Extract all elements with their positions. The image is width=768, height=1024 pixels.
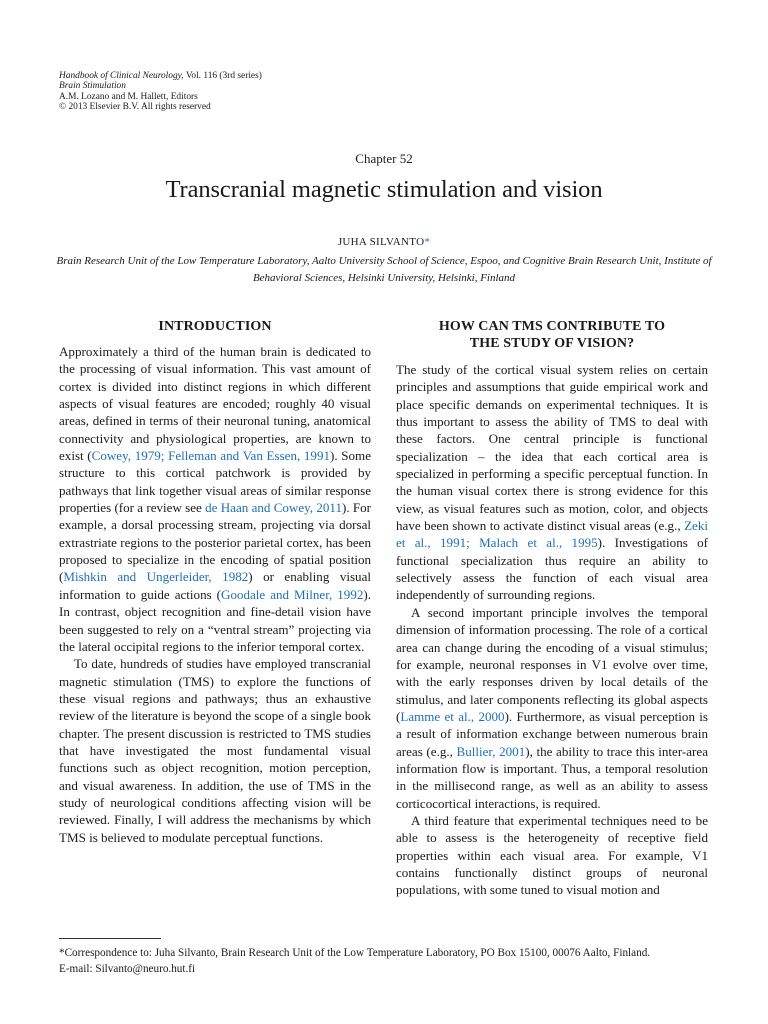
editors: A.M. Lozano and M. Hallett, Editors: [59, 91, 198, 102]
citation-link[interactable]: Goodale and Milner, 1992: [221, 586, 364, 602]
section-paragraph-2: A second important principle involves the temporal dimension of information processing. The role of a cortical area can change during the encoding of a visual stimulus; for example, neuronal responses in V1 evolve over time, with the early responses driven by local details of the stimulus, and later components reflecting its global aspects (Lamme et al., 2000). Furthermore, as visual perception is a result of information exchange between numerous brain areas (e.g., Bullier, 2001), the ability to trace this inter-area information flow is important. Thus, a temporal resolution in the millisecond range, as well as an ability to assess corticocortical interactions, is required.: [396, 604, 708, 811]
book-title: Handbook of Clinical Neurology,: [59, 71, 184, 81]
section-paragraph-1: The study of the cortical visual system relies on certain principles and assumptions that guide empirical work and place specific demands on experimental techniques. It is thus important to assess the ability of TMS to deal with these factors. One central principle is functional specialization – the idea that each cortical area is specialized in performing a specific perceptual function. In the human visual cortex there is strong evidence for this view, as visual features such as motion, color, and objects have been shown to activate distinct visual areas (e.g., Zeki et al., 1991; Malach et al., 1995). Investigations of functional specialization thus require an ability to selectively assess the function of each visual area independently of surrounding regions.: [396, 362, 708, 603]
section-paragraph-3: A third feature that experimental techniques need to be able to assess is the heterogeneity of receptive field properties within each visual area. For example, V1 contains functionally distinct groups of neuronal populations, with some tuned to visual motion and: [396, 812, 708, 898]
right-column: [396, 318, 708, 899]
citation-link[interactable]: Zeki et al., 1991; Malach et al., 1995: [396, 518, 708, 551]
correspondence-mark[interactable]: *: [424, 236, 431, 248]
citation-link[interactable]: Bullier, 2001: [456, 743, 526, 759]
intro-paragraph-1: Approximately a third of the human brain is dedicated to the processing of visual information. This vast amount of cortex is divided into distinct regions in which different aspects of visual features are encoded; roughly 40 visual areas, defined in terms of their neuronal tuning, anatomical connectivity and physiological properties, are known to exist (Cowey, 1979; Felleman and Van Essen, 1991). Some structure to this cortical patchwork is provided by pathways that link together visual areas of similar response properties (for a review see de Haan and Cowey, 2011). For example, a dorsal processing stream, projecting via dorsal extrastriate regions to the posterior parietal cortex, has been proposed to specialize in the encoding of spatial position (Mishkin and Ungerleider, 1982) or enabling visual information to guide actions (Goodale and Milner, 1992). In contrast, object recognition and fine-detail vision have been suggested to rely on a “ventral stream” projecting via the lateral occipital regions to the inferior temporal cortex.: [59, 344, 372, 654]
citation-link[interactable]: Mishkin and Ungerleider, 1982: [63, 569, 249, 585]
book-subtitle: Brain Stimulation: [59, 81, 126, 92]
affiliation: Brain Research Unit of the Low Temperature Laboratory, Aalto University School of Science, Espoo, and Cognitive Brain Research Unit, Institute of Behavioral Sciences, Helsinki University, Helsinki, Finland: [56, 255, 712, 284]
author: [0, 236, 768, 248]
author-name: JUHA SILVANTO: [337, 236, 425, 248]
section-heading-introduction: INTRODUCTION: [158, 319, 272, 334]
citation-link[interactable]: Lamme et al., 2000: [400, 708, 505, 724]
footnote-correspondence: *Correspondence to: Juha Silvanto, Brain Research Unit of the Low Temperature Laboratory, PO Box 15100, 00076 Aalto, Finland.: [59, 947, 651, 959]
footnote-divider: [59, 938, 161, 939]
intro-paragraph-2: To date, hundreds of studies have employed transcranial magnetic stimulation (TMS) to explore the functions of these visual regions and pathways; thus an exhaustive review of the literature is beyond the scope of a single book chapter. The present discussion is restricted to TMS studies that have investigated the most fundamental visual functions such as object recognition, motion perception, and visual awareness. In addition, the use of TMS in the study of neurological conditions affecting vision will be reviewed. Finally, I will address the mechanisms by which TMS is believed to modulate perceptual functions.: [59, 656, 371, 845]
volume-info: Vol. 116 (3rd series): [183, 71, 262, 81]
footnote: [59, 945, 719, 977]
copyright: © 2013 Elsevier B.V. All rights reserved: [59, 102, 211, 113]
section-heading-tms-vision: HOW CAN TMS CONTRIBUTE TO THE STUDY OF VISION?: [438, 319, 666, 351]
left-column: [59, 318, 371, 846]
citation-link[interactable]: de Haan and Cowey, 2011: [205, 500, 342, 516]
chapter-number: Chapter 52: [355, 151, 413, 166]
page-title: Transcranial magnetic stimulation and vision: [165, 176, 603, 203]
running-header: [59, 71, 262, 113]
citation-link[interactable]: Cowey, 1979; Felleman and Van Essen, 1991: [91, 448, 330, 464]
footnote-email: E-mail: Silvanto@neuro.hut.fi: [59, 963, 196, 975]
